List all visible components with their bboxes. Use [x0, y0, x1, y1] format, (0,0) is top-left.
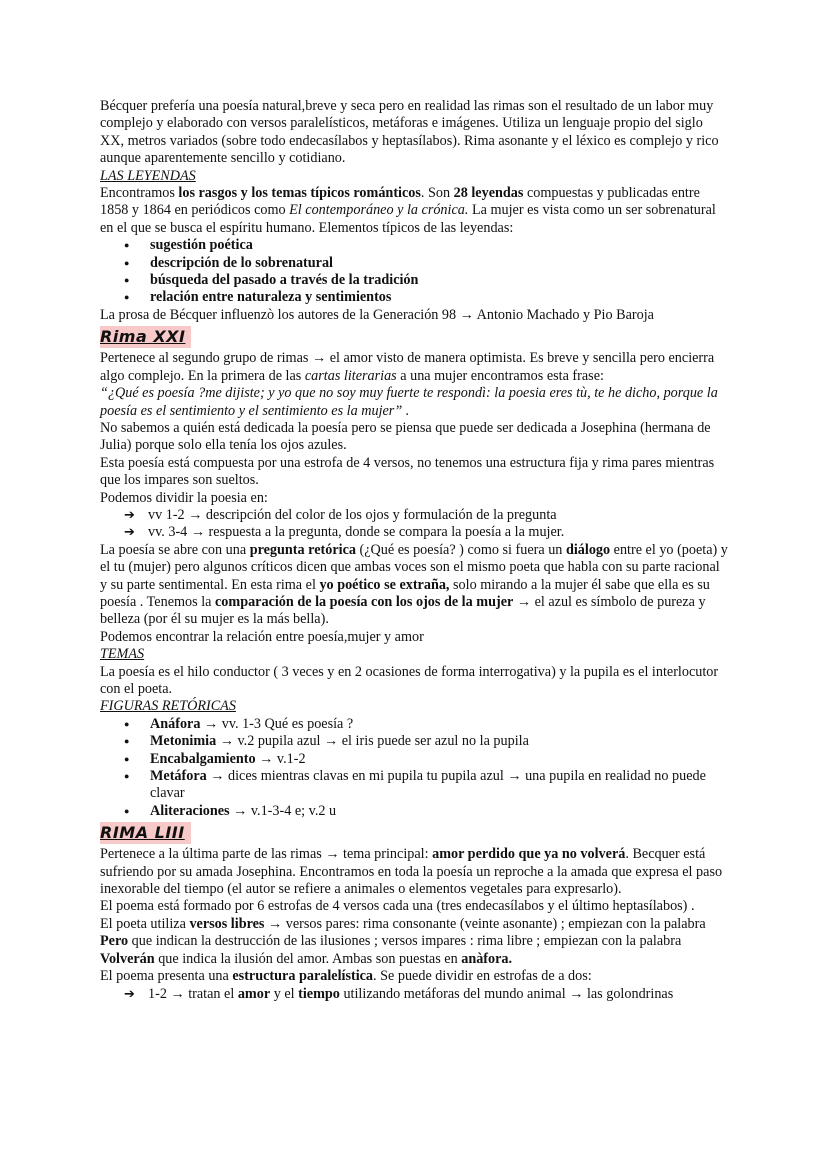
- figuras-list: [100, 716, 730, 820]
- leyendas-list: [100, 237, 730, 307]
- rima21-quote: “¿Qué es poesía ?me dijiste; y yo que no soy muy fuerte te respondì: la poesia eres tù, te he dicho, porque la poesía es el sentimiento y el sentimiento es la mujer” .: [100, 385, 718, 419]
- rima21-paragraph-3: Esta poesía está compuesta por una estrofa de 4 versos, no tenemos una estructura fija y rima pares mientras que los impares son sueltos.: [100, 454, 715, 489]
- rima21-paragraph-2: No sabemos a quién está dedicada la poesía pero se piensa que puede ser dedicada a Josephina (hermana de Julia) porque solo ella tenía los ojos azules.: [100, 419, 711, 454]
- rima21-division-list: [100, 507, 730, 542]
- list-item: ● relación entre naturaleza y sentimientos: [100, 289, 730, 306]
- rima21-paragraph-4: Podemos dividir la poesia en:: [100, 489, 268, 506]
- intro-paragraph: Bécquer prefería una poesía natural,breve y seca pero en realidad las rimas son el resultado de un labor muy complejo y elaborado con versos paralelísticos, metáforas e imágenes. Utiliza un lenguaje propio del siglo XX, metros variados (sobre todo endecasílabos y heptasílabos). Rima asonante y el léxico es complejo y rico aunque aparentemente sencillo y cotidiano.: [100, 98, 719, 167]
- list-item: ➔ vv 1-2 → descripción del color de los ojos y formulación de la pregunta: [100, 507, 730, 524]
- rima-xxi-heading: Rima XXI: [100, 326, 191, 348]
- rima53-paragraph-3: El poeta utiliza versos libres → versos pares: rima consonante (veinte asonante) ; empiezan con la palabra Pero que indican la destrucción de las ilusiones ; versos impares : rima libre ; empiezan con la palabra Volverán que indica la ilusión del amor. Ambas son puestas en anàfora.: [100, 915, 706, 967]
- rima21-paragraph-1: Pertenece al segundo grupo de rimas → el amor visto de manera optimista. Es breve y sencilla pero encierra algo complejo. En la primera de las cartas literarias a una mujer encontramos esta frase:: [100, 350, 715, 384]
- list-item: ● descripción de lo sobrenatural: [100, 255, 730, 272]
- leyendas-closing: La prosa de Bécquer influenzò los autores de la Generación 98 → Antonio Machado y Pio Baroja: [100, 306, 654, 323]
- list-item: ● sugestión poética: [100, 237, 730, 254]
- list-item: ➔ 1-2 → tratan el amor y el tiempo utilizando metáforas del mundo animal → las golondrinas: [100, 986, 730, 1003]
- rima-liii-heading: RIMA LIII: [100, 822, 191, 844]
- temas-paragraph: La poesía es el hilo conductor ( 3 veces y en 2 ocasiones de forma interrogativa) y la pupila es el interlocutor con el poeta.: [100, 663, 719, 697]
- rima21-paragraph-6: Podemos encontrar la relación entre poesía,mujer y amor: [100, 628, 424, 645]
- list-item: ● Anáfora → vv. 1-3 Qué es poesía ?: [100, 716, 730, 733]
- rima53-paragraph-4: El poema presenta una estructura paralelística. Se puede dividir en estrofas de a dos:: [100, 968, 592, 985]
- rima53-division-list: [100, 986, 730, 1003]
- leyendas-heading: LAS LEYENDAS: [100, 167, 196, 184]
- rima21-paragraph-5: La poesía se abre con una pregunta retórica (¿Qué es poesía? ) como si fuera un diálogo entre el yo (poeta) y el tu (mujer) pero algunos críticos dicen que ambas voces son el mismo poeta que habla con su parte racional y su parte sentimental. En esta rima el yo poético se extraña, solo mirando a la mujer él sabe que ella es su poesía . Tenemos la comparación de la poesía con los ojos de la mujer → el azul es símbolo de pureza y belleza (por él su mujer es la más bella).: [100, 541, 728, 628]
- list-item: ● búsqueda del pasado a través de la tradición: [100, 272, 730, 289]
- list-item: ● Metáfora → dices mientras clavas en mi pupila tu pupila azul → una pupila en realidad no puede clavar: [100, 768, 730, 803]
- rima53-paragraph-1: Pertenece a la última parte de las rimas → tema principal: amor perdido que ya no volverá. Becquer está sufriendo por su amada Josephina. Encontramos en toda la poesía un reproche a la amada que expresa el paso inexorable del tiempo (el autor se refiere a animales o elementos vegetales para expresarlo).: [100, 846, 723, 898]
- list-item: ● Aliteraciones → v.1-3-4 e; v.2 u: [100, 803, 730, 820]
- leyendas-paragraph: Encontramos los rasgos y los temas típicos románticos. Son 28 leyendas compuestas y publicadas entre 1858 y 1864 en periódicos como El contemporáneo y la crónica. La mujer es vista como un ser sobrenatural en el que se busca el espíritu humano. Elementos típicos de las leyendas:: [100, 185, 716, 236]
- figuras-heading: FIGURAS RETÓRICAS: [100, 698, 236, 715]
- temas-heading: TEMAS: [100, 646, 145, 663]
- list-item: ● Metonimia → v.2 pupila azul → el iris puede ser azul no la pupila: [100, 733, 730, 750]
- list-item: ➔ vv. 3-4 → respuesta a la pregunta, donde se compara la poesía a la mujer.: [100, 524, 730, 541]
- document-page: [100, 98, 730, 1003]
- rima53-paragraph-2: El poema está formado por 6 estrofas de 4 versos cada una (tres endecasílabos y el último heptasílabos) .: [100, 898, 695, 915]
- list-item: ● Encabalgamiento → v.1-2: [100, 751, 730, 768]
